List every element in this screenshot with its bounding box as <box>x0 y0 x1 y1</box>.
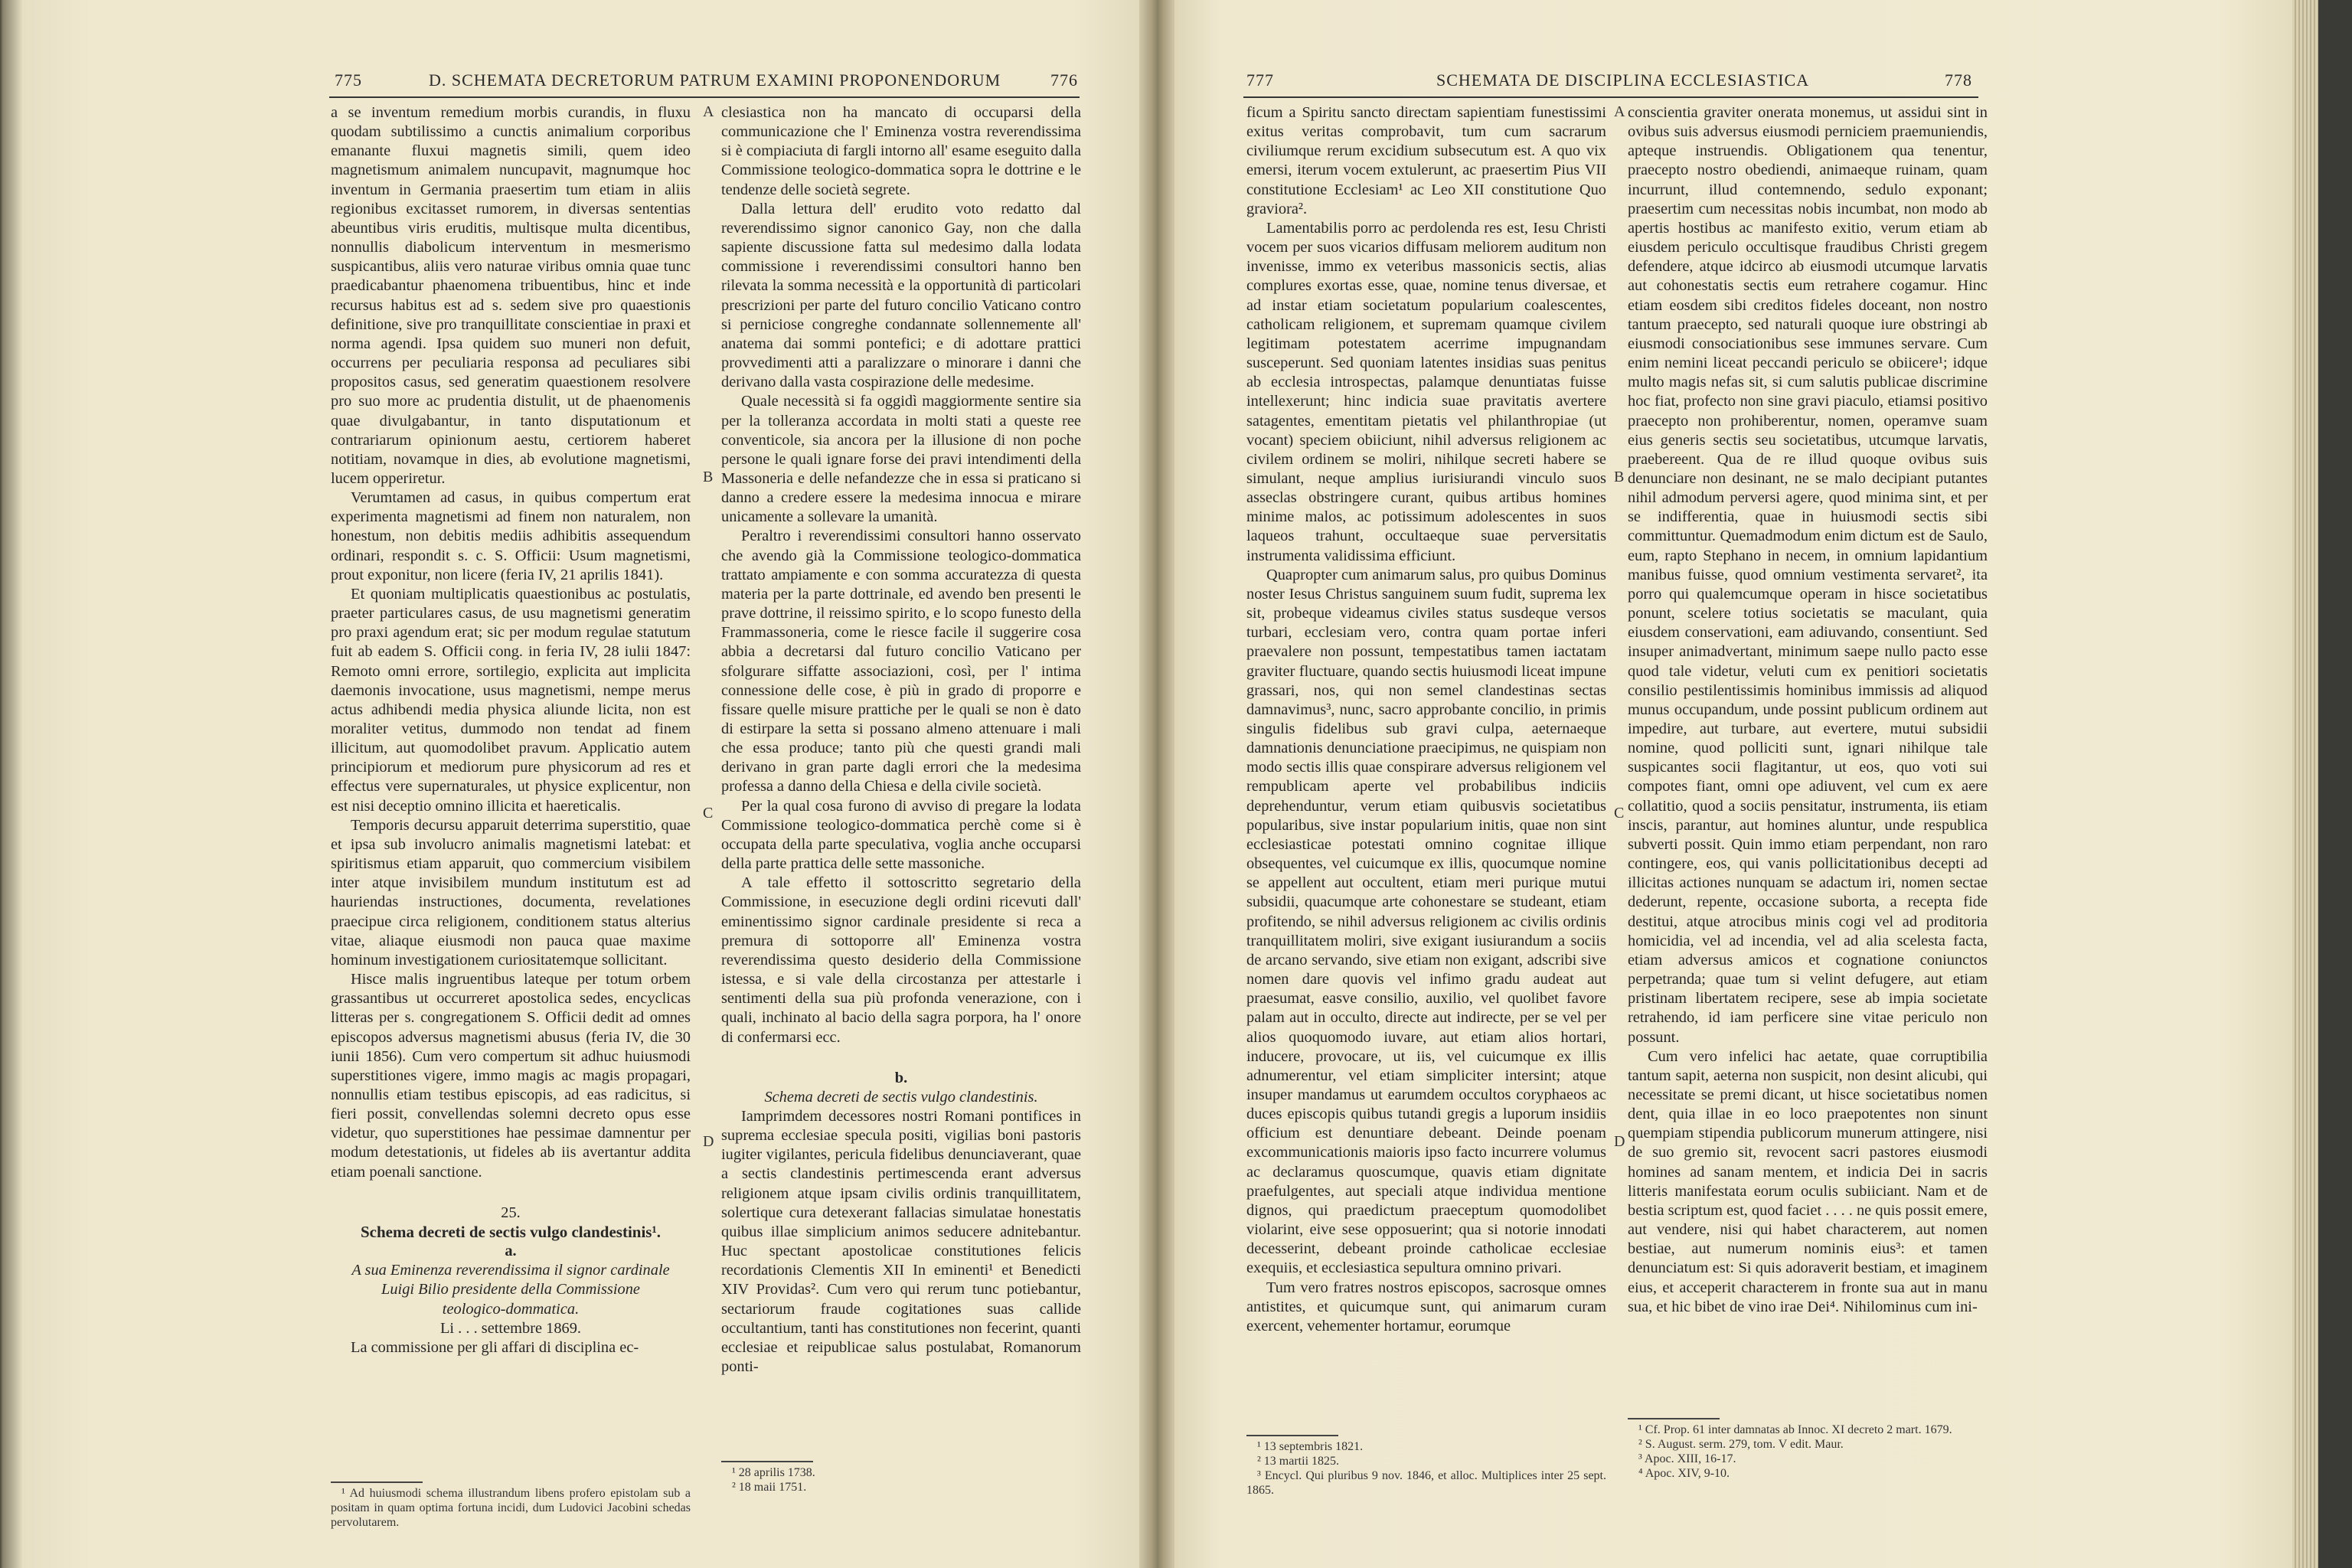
footnotes: ¹ 13 septembris 1821. ² 13 martii 1825. ³ Encycl. Qui pluribus 9 nov. 1846, et alloc. Multiplices inter 25 sept. 1865. <box>1246 1440 1606 1497</box>
subsection-title: Schema decreti de sectis vulgo clandestinis. <box>764 1088 1038 1106</box>
paragraph: Quale necessità si fa oggidì maggiormente sentire sia per la tolleranza accordata in molti stati a queste ree conventicole, sia ancora per la illusione di non poche persone le quali ignare forse dei pravi intendimenti della Massoneria e delle nefandezze che in essa si praticano si danno a credere essere la medesima innocua e mirare unicamente a sollevare la umanità. <box>721 393 1081 526</box>
margin-letter-d: D <box>703 1133 714 1150</box>
paragraph: Tum vero fratres nostros episcopos, sacrosque omnes antistites, et quicumque sunt, qui animarum curam exercent, vehementer hortamur, eorumque <box>1246 1279 1606 1334</box>
paragraph: Temporis decursu apparuit deterrima superstitio, quae et ipsa sub involucro animalis magnetismi latebat: et spiritismus etiam apparuit, quo commercium visibilem inter atque invisibilem mundum institutum est ad hauriendas instructiones, documenta, revelationes praecipue circa religionem, conditionem status alterius vitae, aliaque eiusmodi non pauca quae maxime hominum investigationem curiositatemque sollicitant. <box>331 816 691 969</box>
section-number: 25. <box>501 1204 521 1221</box>
margin-letter-d: D <box>1614 1133 1625 1150</box>
right-column-2 <box>1628 103 1988 1317</box>
margin-letter-a: A <box>703 103 714 120</box>
footnote: ¹ Ad huiusmodi schema illustrandum libens profero epistolam sub a positam in quam optima fortuna incidi, dum Ludovici Jacobini schedas pervolutarem. <box>331 1487 691 1529</box>
right-column-1 <box>1246 103 1606 1336</box>
footnote-rule <box>1246 1435 1338 1436</box>
paragraph: Et quoniam multiplicatis quaestionibus ac postulatis, praeter particulares casus, de usu magnetismi generatim pro praxi agendum erat; sic per modum regulae statutum fuit ab eadem S. Officii cong. in feria IV, 28 iulii 1847: Remoto omni errore, sortilegio, explicita aut implicita daemonis invocatione, usus magnetismi, nempe merus actus adhibendi media physica aliunde licita, non est moraliter vetitus, dummodo non tendat ad finem illicitum, aut quomodolibet pravum. Applicatio autem principiorum et mediorum pure physicorum ad res et effectus vere supernaturales, ut physice explicentur, non est nisi deceptio omnino illicita et haereticalis. <box>331 585 691 815</box>
page-number-778: 778 <box>1945 70 1972 90</box>
paragraph: Hisce malis ingruentibus lateque per totum orbem grassantibus ut occurreret apostolica sedes, encyclicas litteras per s. congregationem S. Officii dedit ad omnes episcopos adversus magnetismi abusus (feria IV, die 30 iunii 1856). Cum vero compertum sit adhuc huiusmodi superstitiones vigere, immo magis ac magis propagari, nonnullis etiam testibus episcopis, ad eas radicitus, si fieri possit, convellendas solemni decreto opus esse videtur, quo superstitiones hae pessimae damnentur per modum detestationis, ut fideles ab iis avertantur addita etiam poenali sanctione. <box>331 971 691 1181</box>
running-title-right: SCHEMATA DE DISCIPLINA ECCLESIASTICA <box>1436 70 1810 90</box>
page-number-777: 777 <box>1246 70 1274 90</box>
right-page <box>1174 0 2292 1568</box>
footnotes: ¹ 28 aprilis 1738. ² 18 maii 1751. <box>732 1466 815 1494</box>
letter-dateline: Li . . . settembre 1869. <box>439 1319 582 1337</box>
paragraph: Per la qual cosa furono di avviso di pregare la lodata Commissione teologico-dommatica perchè come si è occupata della parte speculativa, voglia anche occuparsi della parte prattica delle sette massoniche. <box>721 797 1081 873</box>
paragraph: Peraltro i reverendissimi consultori hanno osservato che avendo già la Commissione teologico-dommatica trattato ampiamente e con somma accuratezza di questa materia per la parte dottrinale, ed avendo ben presenti le prave dottrine, il reissimo spirito, e lo scopo funesto della Frammassoneria, come le riesce facile il suggerire cosa abbia a decretarsi dal futuro concilio Vaticano per sfolgurare siffatte associazioni, così, per l' intima connessione delle cose, è più in grado di proporre e fissare quelle misure prattiche per le quali se non è dato di estirpare la setta si possano almeno attenuare i mali che essa produce; tanto più che questi grandi mali derivano in gran parte dagli errori che la medesima professa a danno della Chiesa e della civile società. <box>721 528 1081 795</box>
margin-letter-c: C <box>1614 805 1625 822</box>
paragraph: Iamprimdem decessores nostri Romani pontifices in suprema ecclesiae specula positi, vigilias boni pastoris iugiter vigilantes, pericula fidelibus denunciaverant, quae a sectis clandestinis pertimescenda erant adversus religionem atque ipsam civilis ordinis tranquillitatem, solertique cura detexerant fallacias simulatae honestatis quibus illae simplicium animos seducere adnitebantur. Huc spectant apostolicae constitutiones felicis recordationis Clementis XII In eminenti¹ et Benedicti XIV Providas². Cum vero qui rerum tunc potiebantur, sectariorum fraude cogitationes suas callide occultantium, tanti has constitutiones non fecerint, quanti ecclesiae et reipublicae salus postulabat, Romanorum ponti- <box>721 1107 1081 1375</box>
margin-letter-b: B <box>703 469 714 485</box>
paragraph: clesiastica non ha mancato di occuparsi della communicazione che l' Eminenza vostra reverendissima si è compiaciuta di fargli intorno all' esame eseguito dalla Commissione teologico-dommatica sopra le dottrine e le tendenze delle società segrete. <box>721 104 1081 198</box>
paragraph: Verumtamen ad casus, in quibus compertum erat experimenta magnetismi ad finem non naturalem, non honestum, non debitis mediis adhibitis assequendum ordinari, respondit s. c. S. Officii: Usum magnetismi, prout exponitur, non licere (feria IV, 21 aprilis 1841). <box>331 489 691 583</box>
margin-letter-a: A <box>1614 103 1625 120</box>
paragraph: ficum a Spiritu sancto directam sapientiam funestissimi exitus veritas comprobavit, tum cum sacrarum civiliumque rerum excidium subsecutum est. A quo vix emersi, iterum vocem extulerunt, ac praesertim Pius VII constitutione Ecclesiam¹ ac Leo XII constitutione Quo graviora². <box>1246 104 1606 217</box>
running-title-left: D. SCHEMATA DECRETORUM PATRUM EXAMINI PROPONENDORUM <box>429 70 1001 90</box>
header-rule <box>329 96 1080 98</box>
left-page <box>0 0 1141 1568</box>
paragraph: La commissione per gli affari di disciplina ec- <box>351 1338 639 1356</box>
left-column-2 <box>721 103 1081 1377</box>
paragraph: a se inventum remedium morbis curandis, in fluxu quodam subtilissimo a cunctis animalium corporibus emanante fluxui magnetis simili, quem ideo magnetismum animalem nuncupavit, magnumque hoc inventum in Germania praesertim tum etiam in aliis regionibus excitasset rumorem, in diversas sententias abeuntibus viris eruditis, multisque multa dicentibus, nonnullis diabolicum interventum in mesmerismo suspicantibus, aliis vero naturae viribus omnia quae tunc praedicabantur phaenomena tribuentibus, hinc et inde recursus habitus est ad s. sedem sive pro quaestionis definitione, sive pro tranquillitate conscientiae in praxi et norma agendi. Ipsa quidem suo muneri non defuit, occurrens per peculiaria responsa ad peculiares sibi propositos casus, sed generatim quaestionem resolvere pro suo more ac prudentia distulit, ut de phaenomenis quae divulgabantur, in tanto disputationum et contrariarum opinionum aestu, certiorem haberet notitiam, novamque in dies, ab evolutione magnetismi, lucem opperiretur. <box>331 104 691 487</box>
footnote-rule <box>721 1461 813 1462</box>
subsection-b: b. <box>894 1069 908 1086</box>
paragraph: Dalla lettura dell' erudito voto redatto dal reverendissimo signor canonico Gay, non che dalla sapiente discussione fatta sul medesimo dalla lodata commissione i reverendissimi consultori hanno ben rilevata la somma necessità e la opportunità di particolari prescrizioni per parte del futuro concilio Vaticano contro si perniciose congreghe condannate sollennemente all' anatema dai sommi pontefici; e di adottare prattici provvedimenti atti a paralizzare o minorare i danni che derivano dalla vasta cospirazione delle medesime. <box>721 200 1081 391</box>
paragraph: conscientia graviter onerata monemus, ut assidui sint in ovibus suis adversus eiusmodi perniciem praemuniendis, apteque instruendis. Obligationem qua tenentur, praecepto nostro obediendi, animaeque ruinam, quam incurrunt, illud contemnendo, sedulo exponant; praesertim cum necessitas nobis incumbat, non modo ab apertis hostibus ac manifesto exitio, verum etiam ab eiusdem periculo occultisque fraudibus Christi gregem defendere, atque idcirco ab eiusmodi utcumque larvatis aut cohonestatis sectis eum retrahere cogamur. Hinc etiam eosdem sibi creditos fideles doceant, non nostro tantum praecepto, sed naturali quoque iure obstringi ab eiusmodi consociationibus sese immunes servare. Cum enim nemini liceat peccandi periculo se obiicere¹; idque multo magis nefas sit, si cum salutis publicae discrimine hoc fiat, profecto non sine gravi piaculo, etiamsi positivo praecepto non prohiberentur, nomen, operamve suam eius generis sectis seu societatibus, utcumque larvatis, praebereent. Qua de re illud quoque ovibus suis denunciare non desinant, ne se malo decipiant putantes nihil admodum perversi agere, quod minima sint, et per se indifferentia, quae in huiusmodi sectis sibi committuntur. Quemadmodum enim dictum est de Saulo, eum, rapto Stephano in necem, in omnium lapidantium manibus fuisse, quod omnium vestimenta servaret², ita porro qui qualemcumque operam in hisce societatibus ponunt, scelere totius societatis se maculant, quia eiusdem conservationi, eam adiuvando, consentiunt. Sed insuper animadvertant, minimum saepe nullo pacto esse quod tale videtur, veluti cum ex penitiori societatis consilio pestilentissimis hominibus immissis ad aliquod munus occupandum, unde possint publicum ordinem aut impedire, aut turbare, aut evertere, mutui subsidii nomine, quod polliciti sunt, ignari nihilque tale suspicantes socii flagitantur, ut eos, quo voti sui compotes fiant, omni ope adiuvent, vel cum ex aere collatitio, quod a sociis pensitatur, instrumenta, iis etiam inscis, parantur, aut homines aluntur, unde respublica subverti possit. Quin immo etiam perpendant, non raro contingere, eos, qui vanis pollicitationibus decepti ad illicitas actiones nunquam se adactum iri, nomen sectae dederunt, repente, occasione suborta, a recepta fide destitui, atque atrocibus minis cogi vel ad proditoria homicidia, vel ad incendia, vel ad alia scelesta facta, etiam adversus amicos et cognatione coniunctos perpetranda; quae tum si velint defugere, aut etiam pristinam libertatem recipere, sese ab impia societate retrahendo, id iam perficere sine vitae periculo non possunt. <box>1628 104 1988 1046</box>
header-rule <box>1243 96 1978 98</box>
book-page-edges <box>2292 0 2352 1568</box>
section-title: Schema decreti de sectis vulgo clandestinis¹. <box>360 1222 662 1241</box>
footnote-rule <box>331 1481 423 1483</box>
page-number-775: 775 <box>335 70 362 90</box>
footnotes: ¹ Cf. Prop. 61 inter damnatas ab Innoc. XI decreto 2 mart. 1679. ² S. August. serm. 279, tom. V edit. Maur. ³ Apoc. XIII, 16-17. ⁴ Apoc. XIV, 9-10. <box>1638 1423 1952 1480</box>
letter-address: A sua Eminenza reverendissima il signor cardinale Luigi Bilio presidente della Commissione teologico-dommatica. <box>351 1262 670 1318</box>
paragraph: Lamentabilis porro ac perdolenda res est, Iesu Christi vocem per suos vicarios diffusam meliorem auditum non invenisse, immo ex veteribus massonicis sectis, alias complures exortas esse, quae, nomine tenus diversae, et ad instar etiam societatum popularium coalescentes, catholicam religionem, et supremam quamque civilem legitimam potestatem acerrime impugnandam susceperunt. Sed quoniam latentes insidias suas penitus ab ecclesia introspectas, palamque denuntiatas fuisse intellexerunt; hinc indicia suae pravitatis avertere satagentes, ementitam pietatis vel philanthropiae (ut vocant) speciem obiiciunt, nihil adversus religionem ac civilem ordinem se moliri, nihilque secreti habere se simulant, neque amplius iurisiurandi vinculo suos asseclas obstringere curant, quibus artibus homines minime malos, ac potissimum adolescentes in suos laqueos trahunt, occultaeque suae perversitatis instrumenta validissima efficiunt. <box>1246 219 1606 564</box>
book-gutter <box>1139 0 1176 1568</box>
left-column-1 <box>331 103 691 1357</box>
paragraph: A tale effetto il sottoscritto segretario della Commissione, in esecuzione degli ordini ricevuti dall' eminentissimo signor cardinale presidente si reca a premura di sottoporre all' Eminenza vostra reverendissima questo desiderio della Commissione istessa, e si vale della circostanza per attestarle i sentimenti della sua più profonda venerazione, con i quali, inchinato al bacio della sagra porpora, ha l' onore di confermarsi ecc. <box>721 874 1081 1046</box>
section-sub: a. <box>505 1243 517 1260</box>
page-number-776: 776 <box>1050 70 1078 90</box>
margin-letter-b: B <box>1614 469 1625 485</box>
paragraph: Quapropter cum animarum salus, pro quibus Dominus noster Iesus Christus sanguinem suum fudit, suprema lex sit, probeque videamus civiles status susdeque versos turbari, ecclesiam vero, contra quam portae inferi praevalere non possunt, tempestatibus tamen iactatam graviter fluctuare, quando sectis huiusmodi liceat impune grassari, nos, qui non semel clandestinas sectas damnavimus³, nunc, sacro approbante concilio, in primis singulis fidelibus sub gravi culpa, aeternaeque damnationis denunciatione praecipimus, ne quispiam non modo sectis illis quae conspirare adversus religionem vel rempublicam aperte vel probabilibus indiciis deprehenduntur, verum etiam quibusvis societatibus popularibus, sive instar popularium initis, quae non sint ecclesiasticae potestati omnino cognitae illique obsequentes, vel cuicumque ex illis, quocumque nomine se appellent aut occultent, etiam meri purique mutui subsidii, quacumque arte cohonestare se studeant, etiam profitendo, se nihil adversus religionem ac civilis ordinis tranquillitatem moliri, sive exigant iusiurandum a sociis de arcano servando, sive etiam non exigant, adscribi sive nomen dare quovis vel infimo gradu audeat aut praesumat, easve consilio, auxilio, vel quolibet favore palam aut in occulto, directe aut indirecte, per se vel per alios quoquomodo iuvare, aut etiam alios hortari, inducere, provocare, ut iis, vel cuicumque ex illis adnumerentur, vel etiam simpliciter intersint; atque insuper mandamus ut earumdem occultos coryphaeos ac duces episcopis quibus tutandi gregis a luporum insidiis officium est denuntiare debeant. Deinde poenam excommunicationis maioris ipso facto incurrere volumus ac declaramus quoscumque, quavis etiam dignitate praefulgentes, aut speciali atque individua mentione dignos, qui praedictum praeceptum quomodolibet violarint, eive sese opposuerint; qua si notorie innodati decesserint, debeant proinde catholicae ecclesiae exequiis, et ecclesiastica sepultura omnino privari. <box>1246 566 1606 1277</box>
footnote-rule <box>1628 1418 1720 1419</box>
paragraph: Cum vero infelici hac aetate, quae corruptibilia tantum sapit, aeterna non suspicit, non desint alicubi, qui necessitate se premi dicant, ut hisce societatibus nomen dent, quia illae in eo loco praepotentes non sinunt quempiam stipendia publicorum munerum attingere, nisi de suo gremio sit, revocent sacri pastores eiusmodi homines ad sanam mentem, et indicia Dei in sacris litteris manifestata eorum oculis subiiciant. Nam et de bestia scriptum est, quod faciet . . . . ne quis possit emere, aut vendere, nisi qui habet characterem, aut nomen bestiae, aut numerum nominis eius³: et tamen denunciatum est: Si quis adoraverit bestiam, et imaginem eius, et acceperit characterem in fronte sua aut in manu sua, et hic bibet de vino irae Dei⁴. Nihilominus cum ini- <box>1628 1047 1988 1315</box>
margin-letter-c: C <box>703 805 714 822</box>
